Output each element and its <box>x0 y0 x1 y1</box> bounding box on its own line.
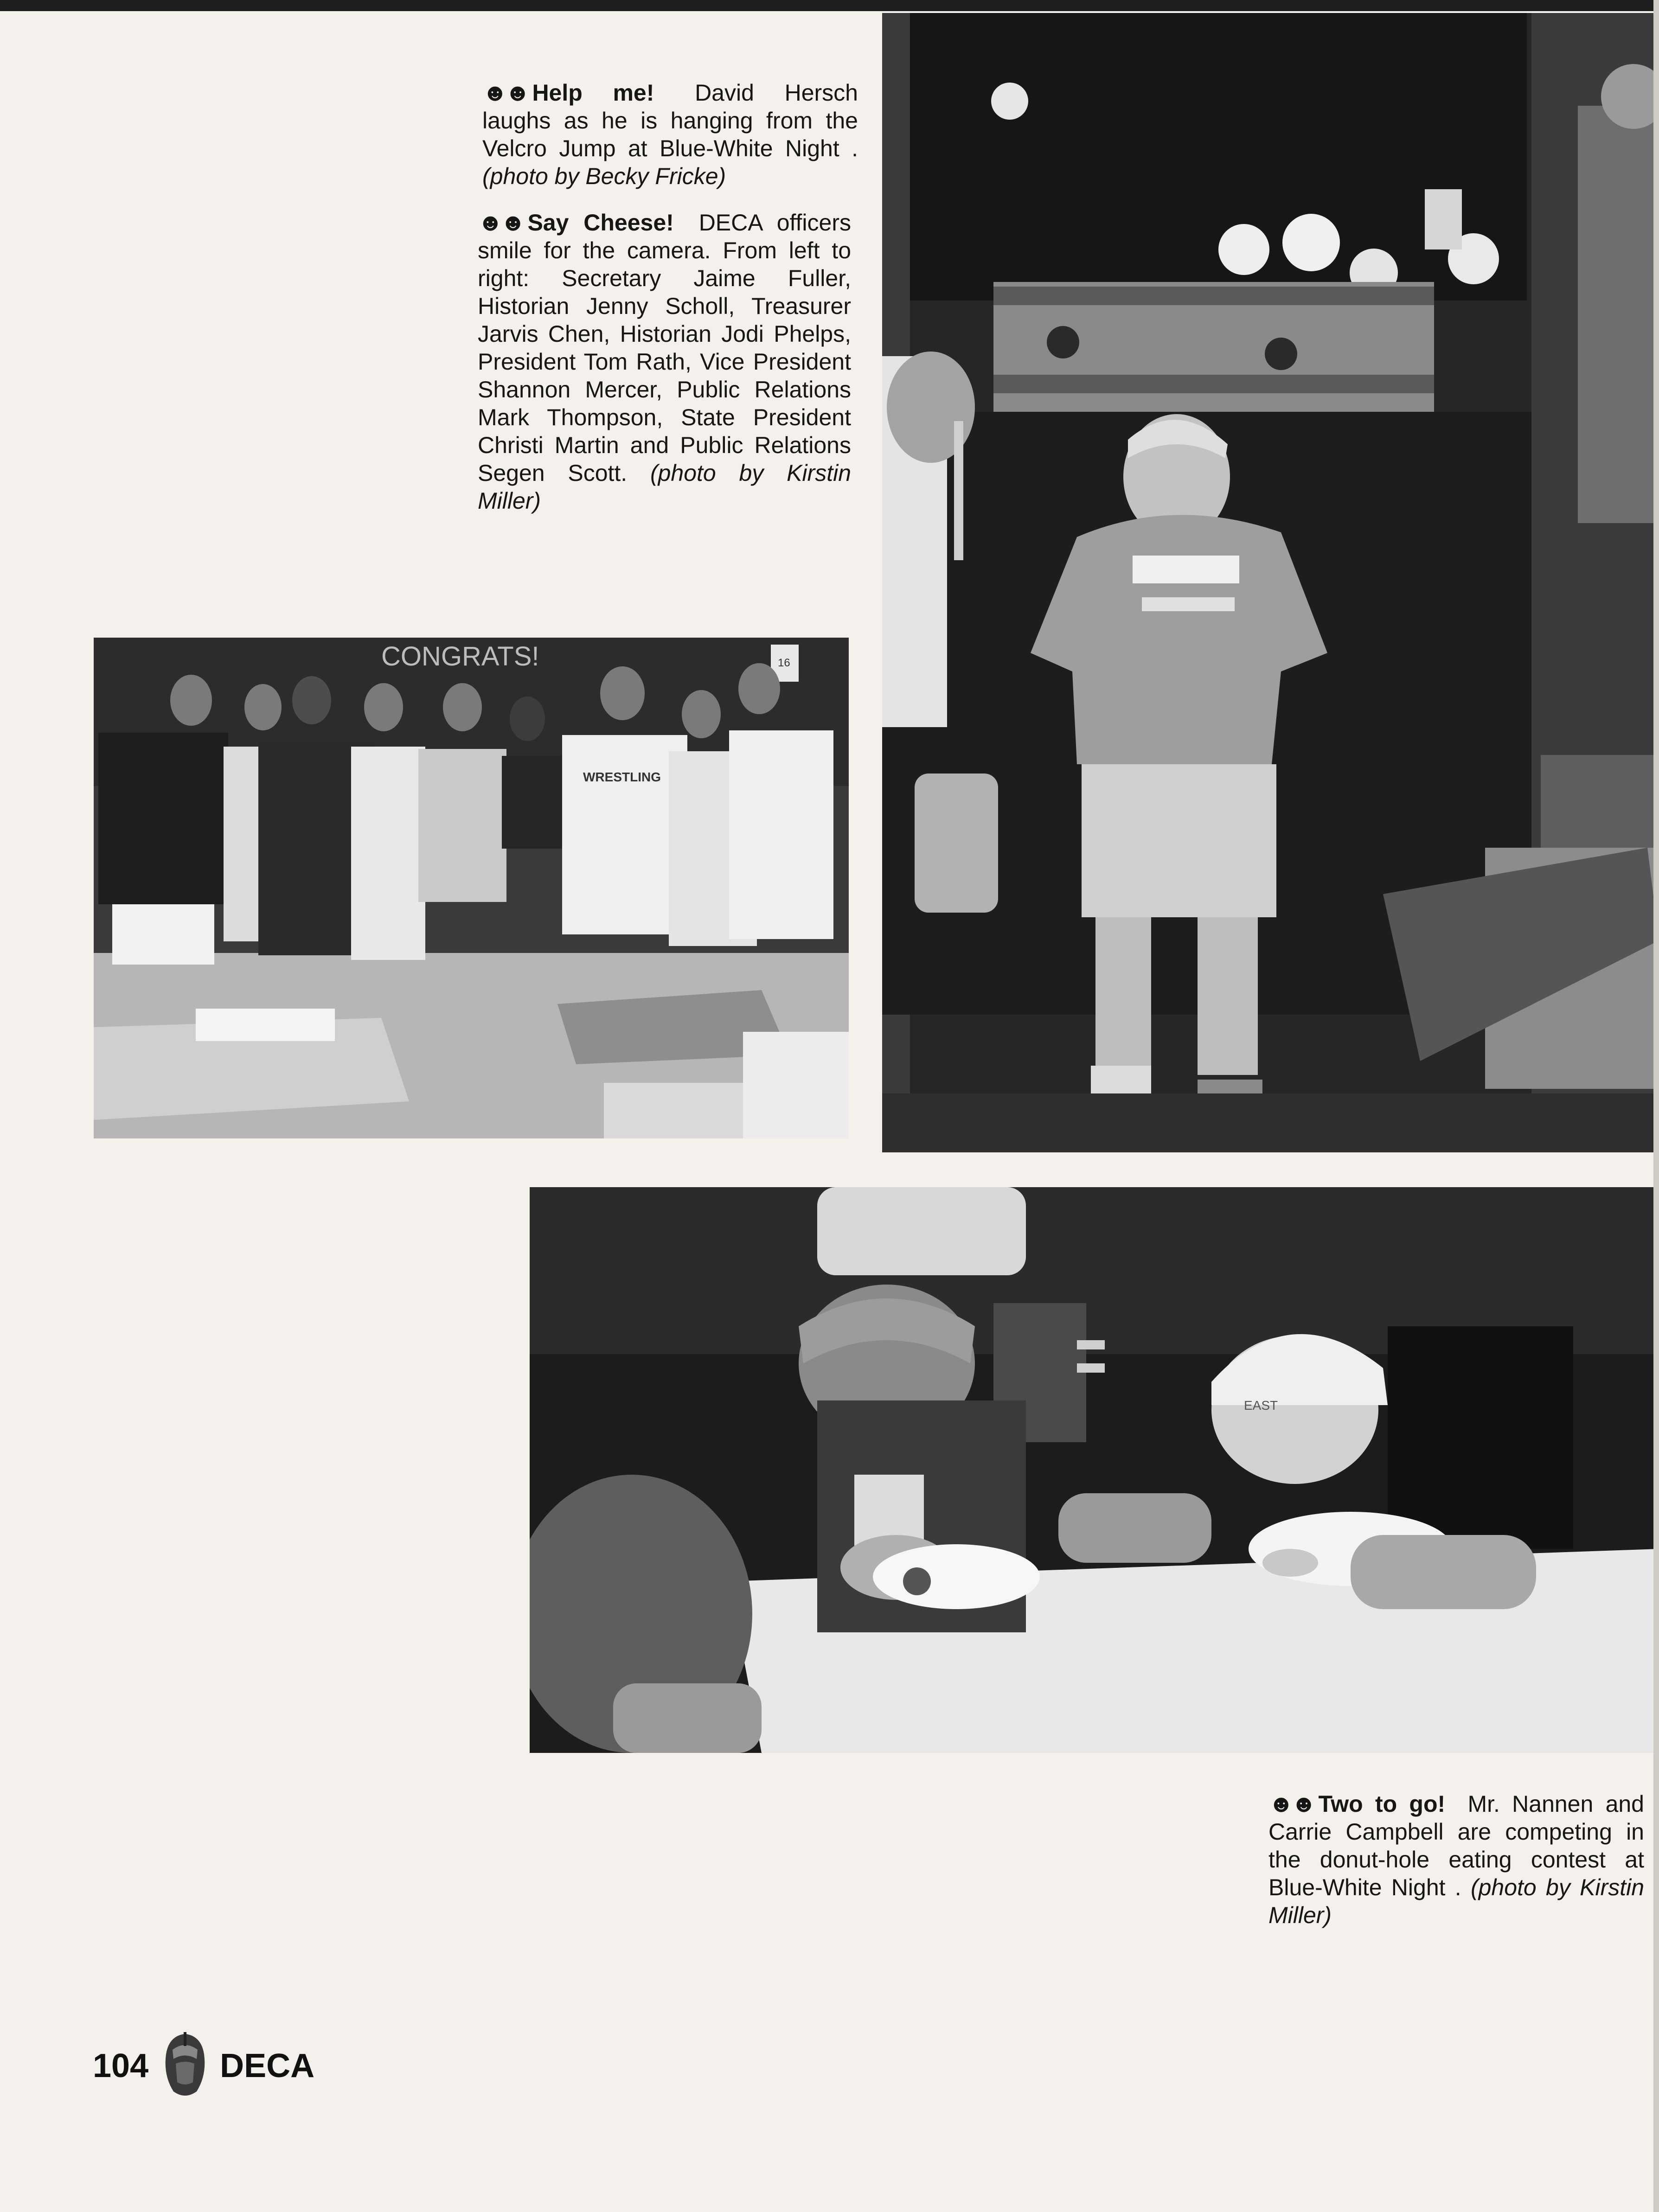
section-name: DECA <box>220 2047 315 2084</box>
scan-top-edge <box>0 0 1659 11</box>
two-heads-icon: ☻☻ <box>478 209 523 236</box>
two-heads-icon: ☻☻ <box>1268 1790 1314 1817</box>
cap-text: EAST <box>1244 1398 1278 1413</box>
caption-help-me <box>482 79 858 190</box>
scan-right-edge <box>1653 0 1659 2212</box>
caption-lead: Two to go! <box>1318 1791 1446 1817</box>
caption-body: David Hersch laughs as he is hanging from the Velcro Jump at Blue-White Night . <box>482 80 858 161</box>
page-number: 104 <box>93 2047 149 2084</box>
spartan-mascot-icon <box>160 2031 211 2101</box>
two-heads-icon: ☻☻ <box>482 79 528 106</box>
caption-body: DECA officers smile for the camera. From left to right: Secretary Jaime Fuller, Historian Jenny Scholl, Treasurer Jarvis Chen, Historian Jodi Phelps, President Tom Rath, Vice President Shannon Mercer, Public Relations Mark Thompson, State President Christi Martin and Public Relations Segen Scott. <box>478 210 851 486</box>
photo-credit: (photo by Becky Fricke) <box>482 163 726 189</box>
photo-velcro-jump <box>882 13 1659 1152</box>
shirt-text: WRESTLING <box>583 770 661 784</box>
chalkboard-text: CONGRATS! <box>381 641 539 671</box>
caption-two-to-go <box>1268 1790 1644 1929</box>
room-number: 16 <box>778 657 790 669</box>
photo-donut-contest <box>530 1187 1659 1753</box>
caption-lead: Help me! <box>532 80 654 106</box>
page-footer <box>93 2031 314 2101</box>
caption-body: Mr. Nannen and Carrie Campbell are competing in the donut-hole eating contest at Blue-White Night . <box>1268 1791 1644 1900</box>
photo-credit: (photo by Kirstin Miller) <box>1268 1874 1644 1928</box>
caption-lead: Say Cheese! <box>527 210 674 236</box>
photo-credit: (photo by Kirstin Miller) <box>478 460 851 514</box>
photo-deca-officers <box>94 638 849 1138</box>
caption-say-cheese <box>478 209 851 515</box>
